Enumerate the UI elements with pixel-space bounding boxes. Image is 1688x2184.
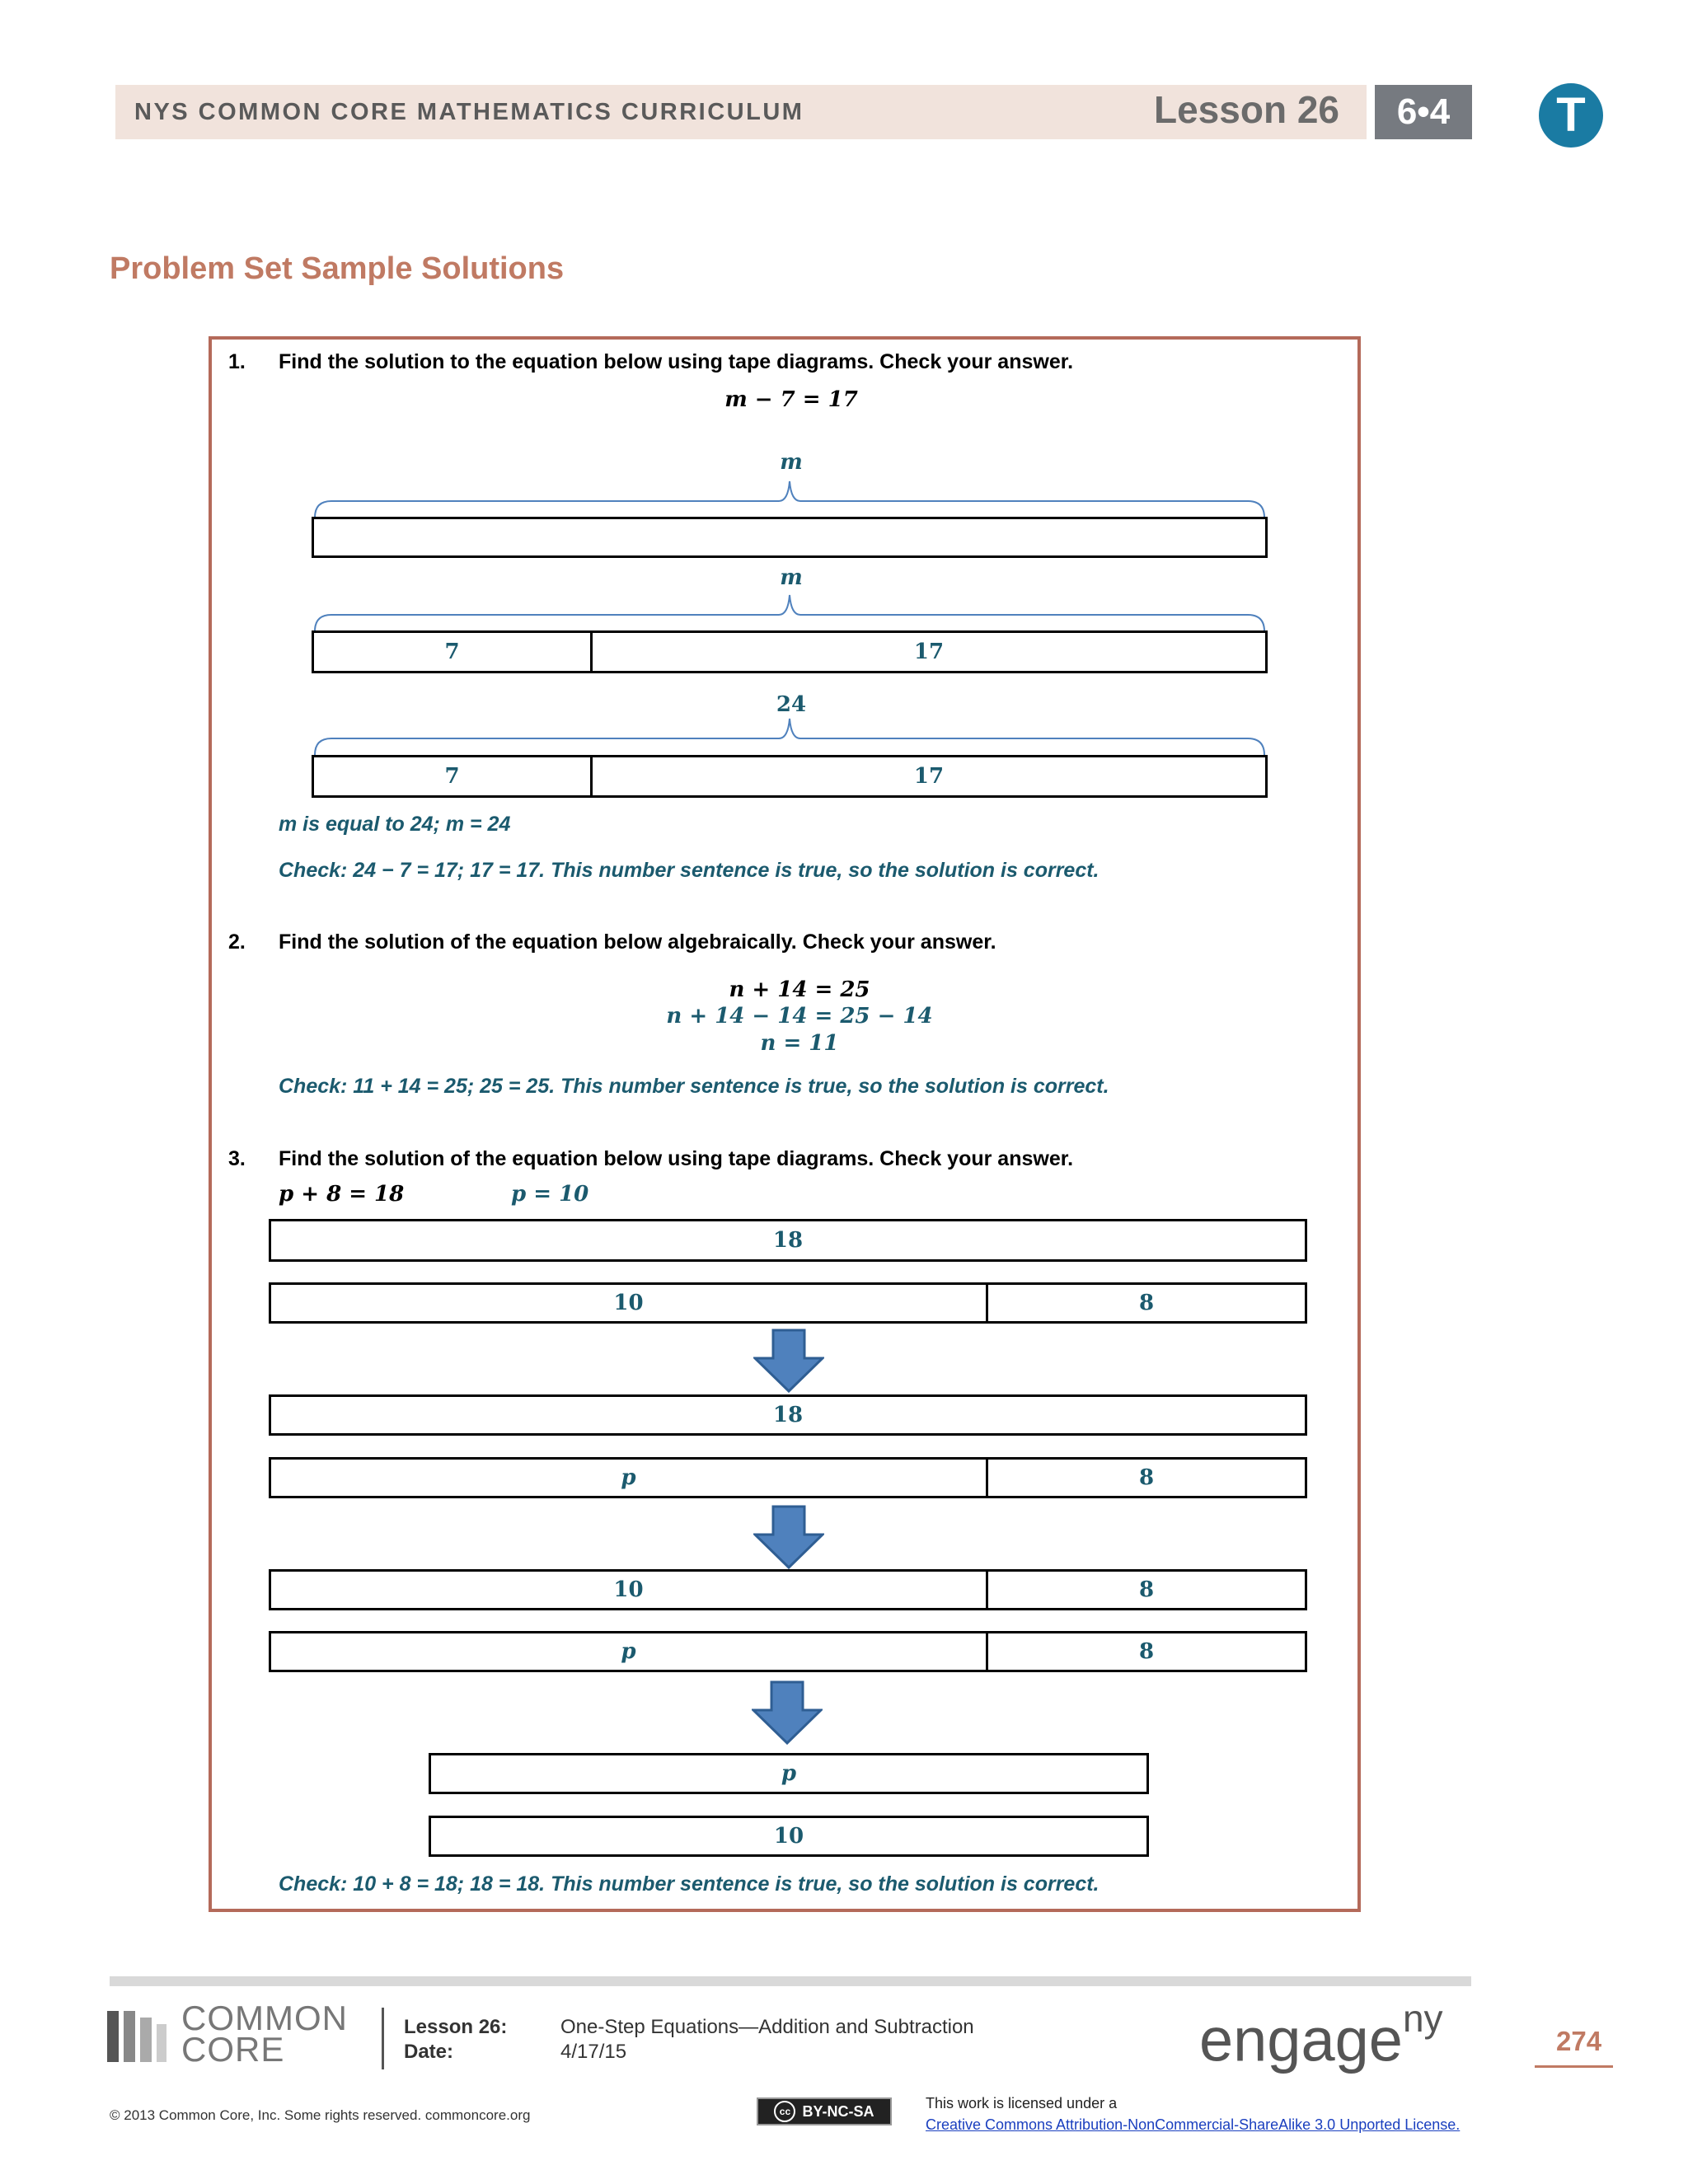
problem-2-line-2: n + 14 − 14 = 25 − 14 [666, 1004, 933, 1029]
problem-1-prompt: Find the solution to the equation below using tape diagrams. Check your answer. [279, 350, 1074, 373]
footer-lesson-label: Lesson 26: [404, 2016, 508, 2038]
tape-1-brace-label: m [780, 450, 803, 475]
page-number: 274 [1556, 2026, 1602, 2056]
problem-2-line-1: n + 14 = 25 [729, 977, 870, 1002]
tape-segment: 7 [314, 633, 593, 671]
problem-3-prompt: Find the solution of the equation below using tape diagrams. Check your answer. [279, 1147, 1074, 1170]
teacher-edition-icon: T [1539, 83, 1603, 148]
tape-segment: 18 [772, 1228, 804, 1253]
footer-date-label: Date: [404, 2041, 454, 2063]
problem-1-number: 1. [228, 350, 246, 373]
license-link[interactable]: Creative Commons Attribution-NonCommercial-ShareAlike 3.0 Unported License. [926, 2116, 1461, 2133]
tape-segment: 17 [913, 640, 945, 664]
common-core-logo-text: COMMON CORE [181, 1999, 348, 2069]
tape-2-brace-label: m [780, 565, 803, 590]
curriculum-title: NYS COMMON CORE MATHEMATICS CURRICULUM [134, 99, 804, 125]
tape-3-brace-label: 24 [776, 692, 807, 717]
brace-icon [313, 715, 1266, 757]
tape-diagram-3 [312, 755, 1268, 798]
section-title: Problem Set Sample Solutions [110, 251, 565, 286]
cc-license-badge-icon: cc BY-NC-SA [757, 2097, 892, 2125]
page-number-underline [1535, 2065, 1613, 2068]
arrow-down-icon [753, 1329, 824, 1393]
tape-segment: 10 [773, 1824, 804, 1849]
tape-segment: 18 [772, 1403, 804, 1427]
tape-segment: p [271, 1460, 988, 1496]
tape-row [269, 1394, 1307, 1436]
engageny-logo: engage$^{ny}$ [1199, 1997, 1443, 2074]
problem-2-number: 2. [228, 930, 246, 954]
tape-row [429, 1816, 1149, 1857]
grade-module-badge: 6•4 [1375, 85, 1472, 139]
lesson-title: Lesson 26 [1154, 88, 1339, 131]
tape-segment: 8 [1138, 1291, 1155, 1315]
tape-segment: 17 [913, 764, 945, 789]
tape-row [269, 1457, 1307, 1498]
tape-diagram-2 [312, 630, 1268, 673]
problem-1-answer: m is equal to 24; m = 24 [279, 813, 511, 836]
tape-segment: p [781, 1761, 797, 1786]
tape-row [429, 1753, 1149, 1794]
footer-divider [382, 2008, 384, 2069]
arrow-down-icon [753, 1505, 824, 1569]
problem-2-check: Check: 11 + 14 = 25; 25 = 25. This number sentence is true, so the solution is correct. [279, 1075, 1109, 1098]
problem-3-equation: p + 8 = 18 [279, 1182, 405, 1207]
license-intro: This work is licensed under a [926, 2095, 1118, 2111]
tape-segment: 7 [314, 757, 593, 795]
tape-row [269, 1219, 1307, 1262]
tape-row [269, 1282, 1307, 1324]
tape-segment: 10 [271, 1572, 988, 1608]
brace-icon [313, 592, 1266, 633]
copyright: © 2013 Common Core, Inc. Some rights reserved. commoncore.org [110, 2107, 531, 2123]
tape-segment: 10 [271, 1285, 988, 1321]
problem-3-solution: p = 10 [511, 1182, 589, 1207]
tape-row [269, 1569, 1307, 1610]
brace-icon [313, 478, 1266, 519]
footer-lesson-title: One-Step Equations—Addition and Subtraction [560, 2016, 974, 2038]
tape-segment: 8 [1138, 1465, 1155, 1490]
problem-1-check: Check: 24 − 7 = 17; 17 = 17. This number sentence is true, so the solution is correct. [279, 859, 1100, 882]
problem-3-number: 3. [228, 1147, 246, 1170]
common-core-logo-icon [107, 2011, 173, 2062]
tape-diagram-1 [312, 517, 1268, 558]
tape-row [269, 1631, 1307, 1672]
tape-segment: 8 [1138, 1639, 1155, 1664]
tape-segment: 8 [1138, 1577, 1155, 1602]
problem-2-line-3: n = 11 [760, 1031, 839, 1056]
footer-rule [110, 1976, 1471, 1986]
footer-date: 4/17/15 [560, 2041, 627, 2063]
tape-segment: p [271, 1633, 988, 1670]
arrow-down-icon [752, 1680, 823, 1745]
problem-1-equation: m − 7 = 17 [724, 387, 858, 412]
problem-3-check: Check: 10 + 8 = 18; 18 = 18. This number sentence is true, so the solution is correct. [279, 1872, 1100, 1896]
problem-2-prompt: Find the solution of the equation below algebraically. Check your answer. [279, 930, 996, 954]
